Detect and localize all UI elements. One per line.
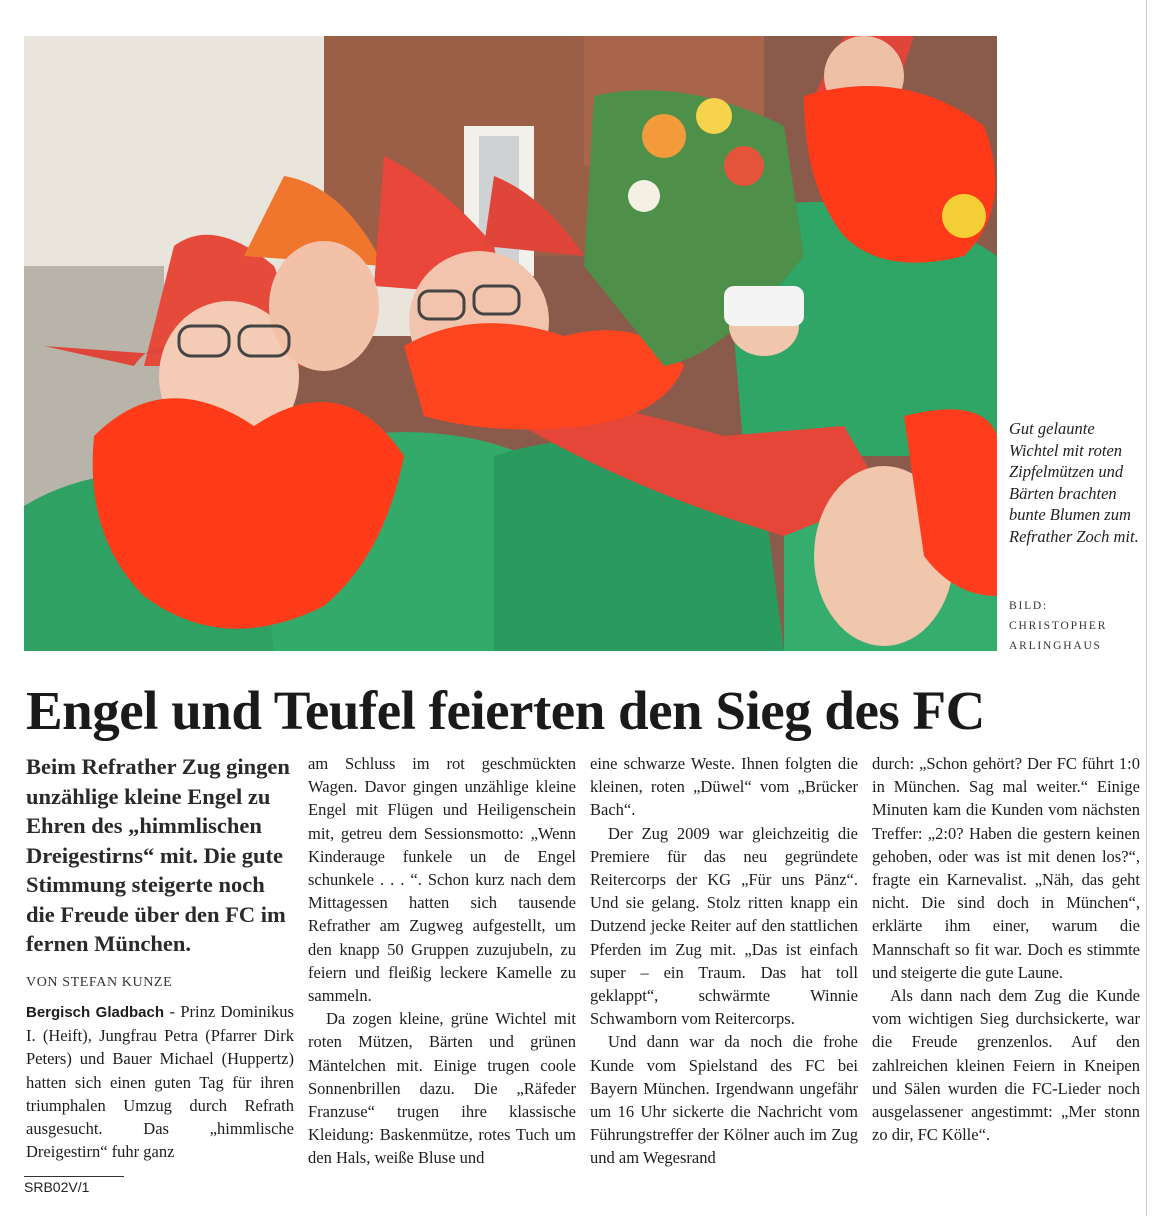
article-lead: Beim Refrather Zug gingen unzählige kleine Engel zu Ehren des „himmlischen Dreigestirns“ mit. Die gute Stimmung steigerte noch die Freude über den FC im fernen München. bbox=[26, 754, 290, 956]
article-paragraph-continued: durch: „Schon gehört? Der FC führt 1:0 in München. Sag mal weiter.“ Einige Minuten kam die Kunden vom nächsten Treffer: „2:0? Haben die gestern keinen gehoben, oder was ist mit denen los?“, fragte ein Karnevalist. „Näh, das geht nicht. Die sind doch in München“, erklärte ihm einer, warum die Mannschaft so fit war. Doch es stimmte und steigerte die gute Laune. bbox=[872, 754, 1140, 982]
article-paragraph-text: - Prinz Dominikus I. (Heift), Jungfrau Petra (Pfarrer Dirk Peters) und Bauer Michael (Huppertz) hatten sich einen guten Tag für ihren triumphalen Umzug durch Refrath ausgesucht. Das „himmlische Dreigestirn“ fuhr ganz bbox=[26, 1002, 294, 1162]
photo-credit-label: BILD: bbox=[1009, 600, 1049, 612]
article-byline: VON STEFAN KUNZE bbox=[26, 975, 173, 990]
article-headline: Engel und Teufel feierten den Sieg des FC bbox=[26, 680, 985, 741]
carnival-photo-illustration bbox=[24, 36, 997, 651]
article-column-1 bbox=[26, 1000, 294, 1163]
article-paragraph-continued: am Schluss im rot geschmückten Wagen. Davor gingen unzählige kleine Engel mit Flügen und Heiligenschein mit, getreu dem Sessionsmotto: „Wenn Kinderauge funkele un de Engel schunkele . . . “. Schon kurz nach dem Mittagessen hatten sich tausende Refrather am Zugweg aufgestellt, um den knapp 50 Gruppen zuzujubeln, zu feiern und fleißig leckere Kamelle zu sammeln. bbox=[308, 754, 576, 1006]
article-paragraph: Als dann nach dem Zug die Kunde vom wichtigen Sieg durchsickerte, war die Freude grenzenlos. Auf den zahlreichen kleinen Feiern in Kneipen und Sälen wurden die FC-Lieder noch ausgelassener angestimmt: „Mer stonn zo dir, FC Kölle“. bbox=[872, 986, 1140, 1145]
photo-credit bbox=[1009, 596, 1141, 656]
article-column-3 bbox=[590, 752, 858, 1170]
article-paragraph: Da zogen kleine, grüne Wichtel mit roten Mützen, Bärten und grünen Mäntelchen mit. Einige trugen coole Sonnenbrillen dazu. Die „Räfeder Franzuse“ trugen ihre klassische Kleidung: Baskenmütze, rotes Tuch um den Hals, weiße Bluse und bbox=[308, 1009, 576, 1168]
photo-caption: Gut gelaunte Wichtel mit roten Zipfelmützen und Bärten brachten bunte Blumen zum Refrather Zoch mit. bbox=[1009, 419, 1139, 546]
article-column-4 bbox=[872, 752, 1140, 1146]
page-code: SRB02V/1 bbox=[24, 1176, 124, 1195]
article-paragraph: Der Zug 2009 war gleichzeitig die Premiere für das neu gegründete Reitercorps der KG „Für uns Pänz“. Und sie gelang. Stolz ritten knapp ein Dutzend jecke Reiter auf den stattlichen Pferden im Zug mit. „Das ist einfach super – ein Traum. Das hat toll geklappt“, schwärmte Winnie Schwamborn vom Reitercorps. bbox=[590, 823, 858, 1029]
article-photo bbox=[24, 36, 997, 651]
article-paragraph-continued: eine schwarze Weste. Ihnen folgten die kleinen, roten „Düwel“ vom „Brücker Bach“. bbox=[590, 754, 858, 820]
page-edge bbox=[1146, 0, 1147, 1216]
article-paragraph bbox=[26, 1000, 294, 1163]
article-dateline: Bergisch Gladbach bbox=[26, 1004, 165, 1021]
photo-credit-name: CHRISTOPHER ARLINGHAUS bbox=[1009, 620, 1108, 652]
article-paragraph: Und dann war da noch die frohe Kunde vom Spielstand des FC bei Bayern München. Irgendwann ungefähr um 16 Uhr sickerte die Nachricht vom Führungstreffer der Kölner auch im Zug und am Wegesrand bbox=[590, 1032, 858, 1168]
article-column-2 bbox=[308, 752, 576, 1170]
